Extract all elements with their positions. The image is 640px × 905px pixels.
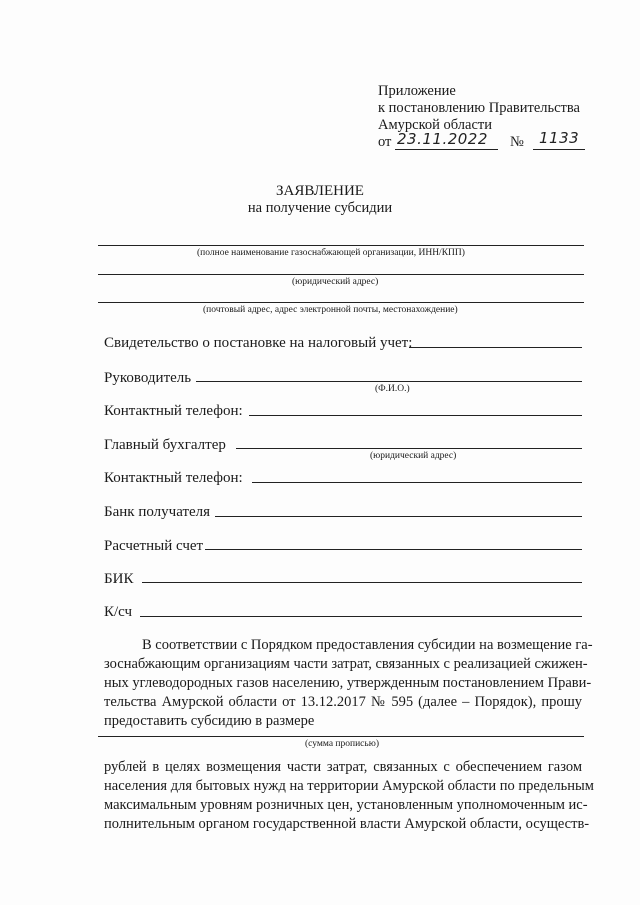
region-label: Амурской области: [378, 117, 492, 133]
bank-line[interactable]: [215, 516, 582, 517]
org-name-caption: (полное наименование газоснабжающей организации, ИНН/КПП): [197, 248, 465, 258]
date-handwritten: 23.11.2022: [397, 130, 488, 148]
legal-address-caption: (юридический адрес): [292, 277, 379, 287]
paragraph-line: тельства Амурской области от 13.12.2017 № 595 (далее – Порядок), прошу: [104, 694, 582, 710]
legal-address-line: [98, 274, 584, 275]
postal-address-line: [98, 302, 584, 303]
phone1-label: Контактный телефон:: [104, 403, 243, 419]
phone1-line[interactable]: [249, 415, 582, 416]
paragraph-line: В соответствии с Порядком предоставления субсидии на возмещение га-: [142, 637, 593, 653]
corr-account-line[interactable]: [140, 616, 582, 617]
director-line[interactable]: [196, 381, 582, 382]
paragraph-purpose: [104, 758, 594, 834]
paragraph-line: ных углеводородных газов населению, утвержденным постановлением Прави-: [104, 675, 592, 691]
director-label: Руководитель: [104, 370, 192, 386]
paragraph-line: предоставить субсидию в размере: [104, 713, 315, 729]
paragraph-line: полнительным органом государственной власти Амурской области, осуществ-: [104, 816, 590, 832]
tax-certificate-label: Свидетельство о постановке на налоговый учет:: [104, 335, 413, 351]
bik-label: БИК: [104, 571, 134, 587]
document-subtitle: на получение субсидии: [247, 200, 393, 216]
phone2-line[interactable]: [252, 482, 582, 483]
phone2-label: Контактный телефон:: [104, 470, 243, 486]
paragraph-line: зоснабжающим организациям части затрат, связанных с реализацией сжижен-: [104, 656, 588, 672]
bik-line[interactable]: [142, 582, 582, 583]
account-line[interactable]: [205, 549, 582, 550]
tax-certificate-line[interactable]: [409, 347, 582, 348]
number-handwritten: 1133: [539, 129, 580, 147]
amount-words-line[interactable]: [98, 736, 584, 737]
appendix-label: Приложение: [378, 83, 456, 99]
accountant-address-caption: (юридический адрес): [370, 451, 457, 461]
paragraph-request: [104, 636, 593, 731]
chief-accountant-line[interactable]: [236, 448, 582, 449]
date-prefix: от: [378, 134, 392, 150]
amount-words-caption: (сумма прописью): [305, 739, 379, 749]
fio-caption: (Ф.И.О.): [375, 384, 410, 394]
corr-account-label: К/сч: [104, 604, 133, 620]
org-name-line: [98, 245, 584, 246]
postal-address-caption: (почтовый адрес, адрес электронной почты, местонахождение): [203, 305, 458, 315]
resolution-label: к постановлению Правительства: [378, 100, 580, 116]
bank-label: Банк получателя: [104, 504, 211, 520]
paragraph-line: максимальным уровням розничных цен, установленным уполномоченным ис-: [104, 797, 588, 813]
account-label: Расчетный счет: [104, 538, 204, 554]
number-underline: [533, 149, 585, 150]
date-underline: [395, 149, 498, 150]
paragraph-line: рублей в целях возмещения части затрат, связанных с обеспечением газом: [104, 759, 582, 775]
chief-accountant-label: Главный бухгалтер: [104, 437, 226, 453]
paragraph-line: населения для бытовых нужд на территории Амурской области по предельным: [104, 778, 594, 794]
number-sign: №: [510, 134, 524, 150]
document-title: ЗАЯВЛЕНИЕ: [276, 183, 364, 199]
